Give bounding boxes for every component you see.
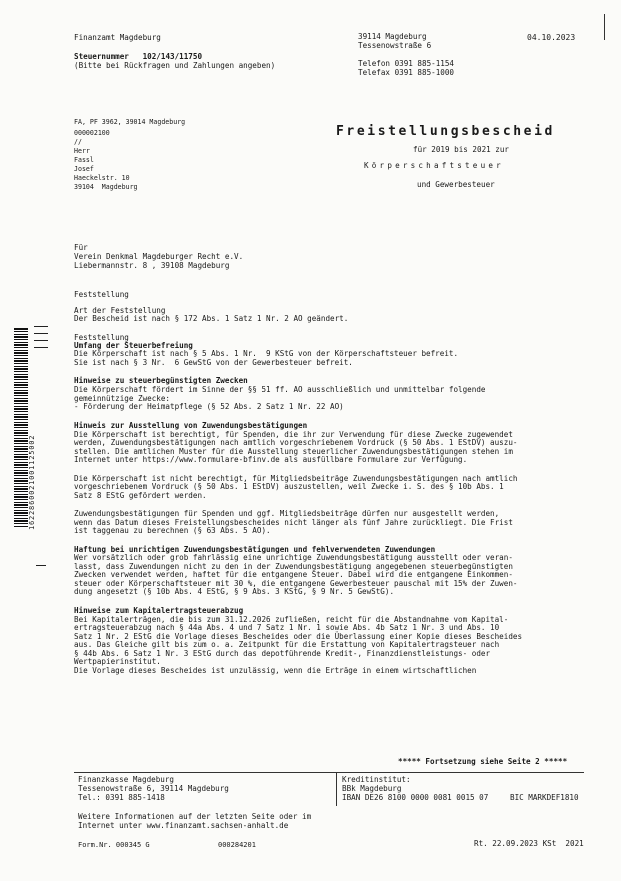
ausstellung-line-4: Internet unter https://www.formulare-bfinv.de als ausfüllbare Formulare zur Verfügung. [74, 455, 468, 464]
bank-name: BBk Magdeburg [342, 784, 402, 793]
recipient-slashes: // [74, 138, 82, 146]
info-line-2: Internet unter www.finanzamt.sachsen-anhalt.de [78, 821, 289, 830]
haftung-line-1: Wer vorsätzlich oder grob fahrlässig eine unrichtige Zuwendungsbestätigung ausstellt oder veran- [74, 553, 513, 562]
mitglied-line-3: Satz 8 EStG gefördert werden. [74, 491, 207, 500]
steuernummer-label: Steuernummer 102/143/11750 [74, 52, 203, 61]
office-fax: Telefax 0391 885-1000 [358, 68, 455, 77]
margin-tick [34, 340, 48, 341]
footer-divider [74, 772, 584, 773]
kapital-heading: Hinweise zum Kapitalertragsteuerabzug [74, 606, 244, 615]
umfang-heading: Umfang der Steuerbefreiung [74, 341, 193, 350]
kapital-line-7: Die Vorlage dieses Bescheides ist unzulässig, wenn die Erträge in einem wirtschaftlichen [74, 666, 477, 675]
doc-number: 000284201 [218, 841, 256, 849]
office-phone: Telefon 0391 885-1154 [358, 59, 455, 68]
office-addr-2: Tessenowstraße 6 [358, 41, 432, 50]
continuation-note: ***** Fortsetzung siehe Seite 2 ***** [398, 757, 568, 766]
title-years: für 2019 bis 2021 zur [413, 145, 510, 154]
kapital-line-4: aus. Das Gleiche gilt bis zum o. a. Zeitpunkt für die Erstattung von Kapitalertragsteuer nach [74, 640, 500, 649]
rt-line: Rt. 22.09.2023 KSt 2021 [474, 839, 584, 848]
zwecke-heading: Hinweise zu steuerbegünstigten Zwecken [74, 376, 248, 385]
info-line-1: Weitere Informationen auf der letzten Seite oder im [78, 812, 312, 821]
umfang-line-1: Die Körperschaft ist nach § 5 Abs. 1 Nr. 9 KStG von der Körperschaftsteuer befreit. [74, 349, 459, 358]
ausstellung-line-1: Die Körperschaft ist berechtigt, für Spenden, die ihr zur Verwendung für diese Zwecke zugewendet [74, 430, 513, 439]
mitglied-line-2: vorgeschriebenem Vordruck (§ 50 Abs. 1 EStDV) auszustellen, weil Zwecke i. S. des § 10b Abs. 1 [74, 482, 504, 491]
zwecke-line-1: Die Körperschaft fördert im Sinne der §§ 51 ff. AO ausschließlich und unmittelbar folgende [74, 385, 486, 394]
recipient-city: 39104 Magdeburg [74, 183, 138, 191]
barcode [14, 328, 28, 528]
recipient-surname: Fassl [74, 156, 94, 164]
kapital-line-6: Wertpapierinstitut. [74, 657, 161, 666]
art-label: Art der Feststellung [74, 306, 166, 315]
zwecke-line-2: gemeinnützige Zwecke: [74, 394, 171, 403]
for-label: Für [74, 243, 88, 252]
kapital-line-2: ertragsteuerabzug nach § 44a Abs. 4 und 7 Satz 1 Nr. 1 sowie Abs. 4b Satz 1 Nr. 3 und Abs. 10 [74, 623, 500, 632]
margin-tick [34, 326, 48, 327]
title-tax-2: und Gewerbesteuer [417, 180, 495, 189]
margin-tick [34, 347, 48, 348]
frist-line-1: Zuwendungsbestätigungen für Spenden und ggf. Mitgliedsbeiträge dürfen nur ausgestellt werden, [74, 509, 500, 518]
haftung-line-5: dung angesetzt (§ 10b Abs. 4 EStG, § 9 Abs. 3 KStG, § 9 Nr. 5 GewStG). [74, 587, 395, 596]
office-name: Finanzamt Magdeburg [74, 33, 161, 42]
ausstellung-line-2: werden, Zuwendungsbestätigungen nach amtlich vorgeschriebenem Vordruck (§ 50 Abs. 1 EStDV) auszu- [74, 438, 518, 447]
mitglied-line-1: Die Körperschaft ist nicht berechtigt, für Mitgliedsbeiträge Zuwendungsbestätigungen nach amtlich [74, 474, 518, 483]
margin-tick [34, 333, 48, 334]
title-tax-1: Körperschaftsteuer [364, 161, 504, 170]
kasse-name: Finanzkasse Magdeburg [78, 775, 175, 784]
haftung-line-3: Zwecken verwendet werden, haftet für die entgangene Steuer. Dabei wird die entgangene Einkommen- [74, 570, 513, 579]
kapital-line-1: Bei Kapitalerträgen, die bis zum 31.12.2026 zufließen, reicht für die Abstandnahme vom Kapital- [74, 615, 509, 624]
kapital-line-3: Satz 1 Nr. 2 EStG die Vorlage dieses Bescheides oder die Überlassung einer Kopie dieses Bescheides [74, 632, 523, 641]
recipient-street: Haeckelstr. 10 [74, 174, 130, 182]
fold-mark [36, 565, 46, 566]
haftung-heading: Haftung bei unrichtigen Zuwendungsbestätigungen und fehlverwendeten Zuwendungen [74, 545, 436, 554]
frist-line-2: wenn das Datum dieses Freistellungsbescheides nicht länger als fünf Jahre zurückliegt. Die Frist [74, 518, 513, 527]
document-title: Freistellungsbescheid [336, 124, 555, 139]
haftung-line-4: steuer oder Körperschaftsteuer mit 30 %, die entgangene Gewerbesteuer pauschal mit 15% der Zuwen- [74, 579, 518, 588]
art-text: Der Bescheid ist nach § 172 Abs. 1 Satz 1 Nr. 2 AO geändert. [74, 314, 349, 323]
recipient-firstname: Josef [74, 165, 94, 173]
sender-line: FA, PF 3962, 39014 Magdeburg [74, 118, 186, 126]
for-org: Verein Denkmal Magdeburger Recht e.V. [74, 252, 244, 261]
recipient-salutation: Herr [74, 147, 90, 155]
edge-mark [604, 14, 605, 40]
frist-line-3: ist taggenau zu berechnen (§ 63 Abs. 5 AO). [74, 526, 271, 535]
recipient-code: 000002100 [74, 129, 110, 137]
footer-column-divider [336, 772, 337, 806]
kapital-line-5: § 44b Abs. 6 Satz 1 Nr. 3 EStG durch das depotführende Kredit-, Finanzdienstleistungs- oder [74, 649, 491, 658]
ausstellung-line-3: stellen. Die amtlichen Muster für die Ausstellung steuerlicher Zuwendungsbestätigungen stehen im [74, 447, 513, 456]
steuernummer: 102/143/11750 [142, 52, 203, 61]
ausstellung-heading: Hinweis zur Ausstellung von Zuwendungsbestätigungen [74, 421, 308, 430]
feststellung-2: Feststellung [74, 333, 129, 342]
for-addr: Liebermannstr. 8 , 39108 Magdeburg [74, 261, 230, 270]
bank-bic: BIC MARKDEF1810 [510, 793, 579, 802]
kredit-label: Kreditinstitut: [342, 775, 411, 784]
umfang-line-2: Sie ist nach § 3 Nr. 6 GewStG von der Gewerbesteuer befreit. [74, 358, 353, 367]
document-date: 04.10.2023 [527, 33, 576, 42]
form-number: Form.Nr. 000345 G [78, 841, 150, 849]
office-addr-1: 39114 Magdeburg [358, 32, 427, 41]
haftung-line-2: lasst, dass Zuwendungen nicht zu den in der Zuwendungsbestätigung angegebenen steuerbegünstigten [74, 562, 513, 571]
steuernummer-hint: (Bitte bei Rückfragen und Zahlungen angeben) [74, 61, 276, 70]
section-feststellung: Feststellung [74, 290, 129, 299]
kasse-addr: Tessenowstraße 6, 39114 Magdeburg [78, 784, 229, 793]
bank-iban: IBAN DE26 8100 0000 0081 0015 07 [342, 793, 489, 802]
kasse-tel: Tel.: 0391 885-1418 [78, 793, 165, 802]
zwecke-line-3: - Förderung der Heimatpflege (§ 52 Abs. 2 Satz 1 Nr. 22 AO) [74, 402, 344, 411]
barcode-number: 1622860021001125002 [28, 434, 36, 530]
